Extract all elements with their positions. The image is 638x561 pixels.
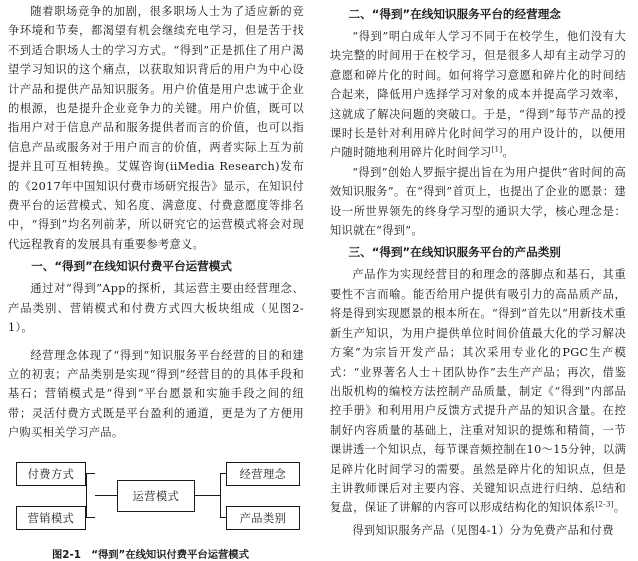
section-2-text-end: 。: [502, 146, 515, 160]
connector-line: [86, 517, 95, 518]
section-2-paragraph-1: [330, 27, 626, 163]
marketing-model-box: 营销模式: [16, 506, 86, 530]
connector-line: [220, 473, 221, 517]
connector-line: [95, 495, 117, 496]
citation-ref-1: [1]: [491, 145, 503, 154]
operation-model-box: 运营模式: [117, 480, 195, 512]
operation-model-diagram: [8, 453, 304, 539]
left-column: [8, 2, 304, 561]
connector-line: [86, 473, 95, 474]
intro-paragraph: 随着职场竞争的加剧，很多职场人士为了适应新的竞争环境和节奏，都渴望有机会继续充电学习，但是苦于找不到适合职场人士的学习方式。“得到”正是抓住了用户渴望学习知识的这个痛点，以获取知识背后的用户为中心设计产品和提供产品知识服务。用户价值是用户忠诚于企业的根源，也是提升企业竞争力的关键。用户价值，既可以指用户对于信息产品和服务提供者而言的价值，也可以指信息产品或服务对于用户而言的价值，两者实际上互为前提并且可互相转换。艾媒咨询(iiMedia Research)发布的《2017年中国知识付费市场研究报告》显示，在知识付费平台的运营模式、知名度、满意度、付费意愿度等排名中，“得到”均名列前茅，所以研究它的运营模式将会对现代远程教育的发展具有重要参考意义。: [8, 5, 304, 251]
section-1-heading: 一、“得到”在线知识付费平台运营模式: [31, 259, 232, 274]
section-1-paragraph-1: 通过对“得到”App的探析，其运营主要由经营理念、产品类别、营销模式和付费方式四大板块组成（见图2-1）。: [8, 282, 304, 335]
connector-line: [86, 473, 87, 517]
section-2-heading: 二、“得到”在线知识服务平台的经营理念: [348, 7, 561, 21]
section-3-heading: 三、“得到”在线知识服务平台的产品类别: [348, 245, 561, 260]
section-3-text-end: 。: [613, 501, 626, 515]
citation-ref-2-3: [2-3]: [595, 500, 614, 509]
section-2-paragraph-2: “得到”创始人罗振宇提出旨在为用户提供“省时间的高效知识服务”。在“得到”首页上，也提出了企业的愿景：建设一所世界领先的终身学习型的通识大学，核心理念是：知识就在“得到”。: [330, 165, 626, 238]
right-column: [330, 2, 626, 540]
section-3-paragraph-2: 得到知识服务产品（见图4-1）分为免费产品和付费: [352, 523, 614, 537]
product-category-box: 产品类别: [226, 506, 300, 530]
connector-line: [195, 495, 220, 496]
business-philosophy-box: 经营理念: [226, 462, 300, 486]
section-3-paragraph-1: [330, 265, 626, 517]
section-2-text: “得到”明白成年人学习不同于在校学生，他们没有大块完整的时间用于在校学习，但是很多人却有主动学习的意愿和碎片化的时间。如何将学习意愿和碎片化的时间结合起来，降低用户选择学习对象的成本并提高学习效率，这就成了解决问题的突破口。于是，“得到”每节产品的授课时长是针对利用碎片化时间学习的用户设计的，以便用户随时随地利用碎片化时间学习: [330, 30, 626, 160]
figure-caption: 图2-1 “得到”在线知识付费平台运营模式: [52, 548, 249, 561]
section-1-paragraph-2: 经营理念体现了“得到”知识服务平台经营的目的和建立的初衷；产品类别是实现“得到”经营目的的具体手段和基石；营销模式是“得到”平台愿景和实施手段之间的纽带；灵活付费方式既是平台盈利的通道，更是为了方便用户购买相关学习产品。: [8, 348, 304, 440]
payment-method-box: 付费方式: [16, 462, 86, 486]
section-3-text: 产品作为实现经营目的和理念的落脚点和基石，其重要性不言而喻。能否给用户提供有吸引力的高品质产品，将是得到实现愿景的根本所在。“得到”首先以“用新技术重新生产知识，为用户提供单位时间价值最大化的学习解决方案”为宗旨开发产品；其次采用专业化的PGC生产模式：“业界著名人士＋团队协作”去生产产品；再次，借鉴出版机构的编校方法控制产品质量，制定《“得到”内部品控手册》和利用用户反馈方式提升产品的知识含量。在控制好内容质量的基础上，注重对知识的提炼和精简，一节课讲透一个知识点，每节课音频控制在10～15分钟，以满足碎片化时间学习的需要。虽然是碎片化的知识点，但是主讲教师课后对主要内容、关键知识点进行归纳、总结和复盘，保证了讲解的内容可以形成结构化的知识体系: [330, 268, 626, 515]
